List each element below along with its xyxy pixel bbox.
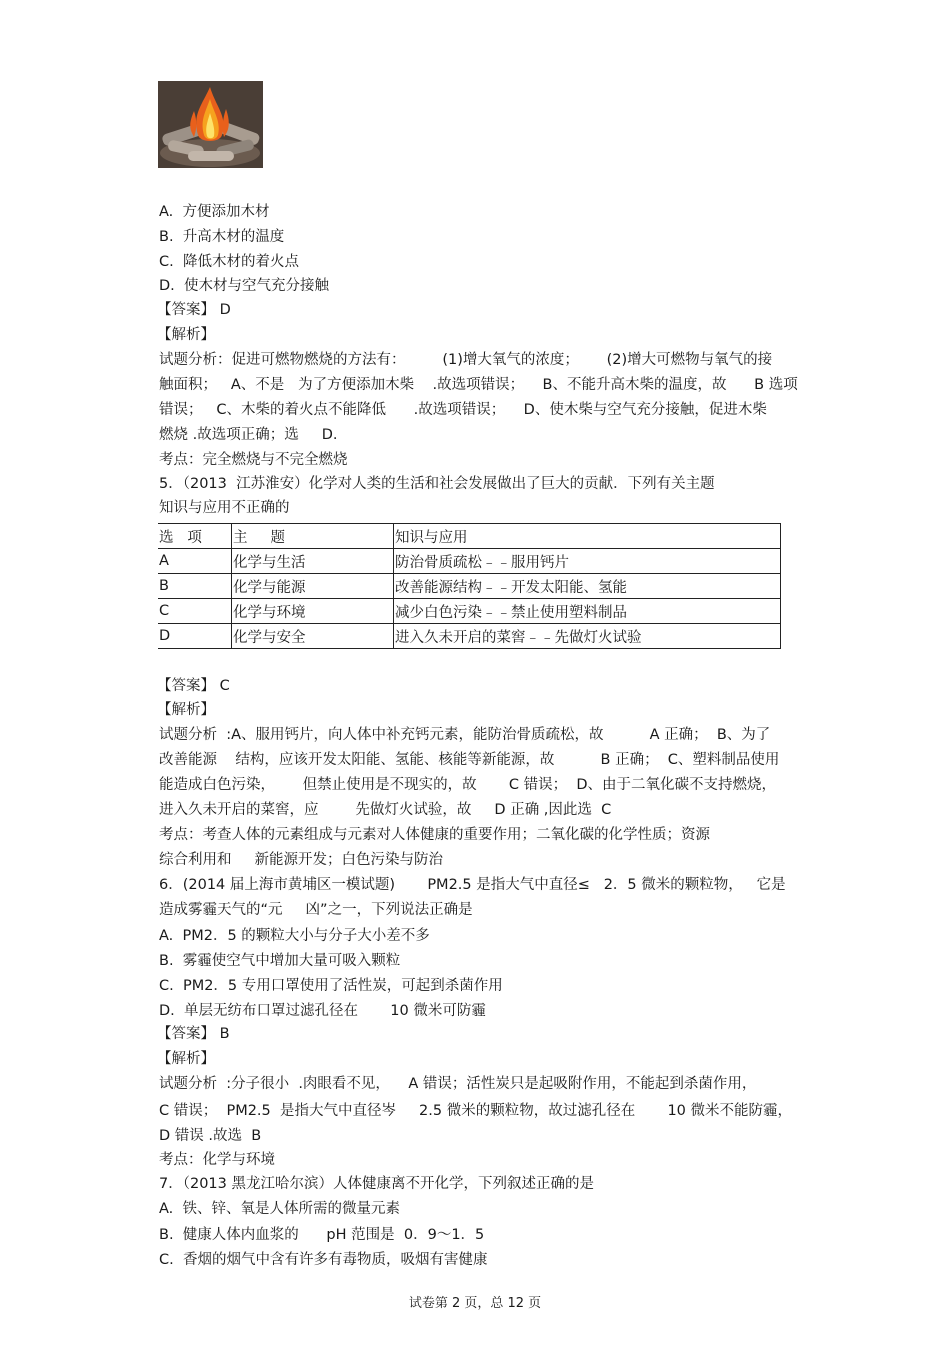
q5-analysis-line: 改善能源 结构，应该开发太阳能、氢能、核能等新能源，故 B 正确； C、塑料制品使用 xyxy=(159,752,780,768)
q6-stem-line: 造成雾霾天气的“元 凶”之一，下列说法正确是 xyxy=(159,902,473,918)
q4-analysis-line: 错误； C、木柴的着火点不能降低 .故选项错误； D、使木柴与空气充分接触，促进木柴 xyxy=(159,402,767,418)
q4-analysis-label: 【解析】 xyxy=(157,327,215,343)
q5-stem-line: 5．（2013 江苏淮安）化学对人类的生活和社会发展做出了巨大的贡献．下列有关主题 xyxy=(159,476,715,492)
table-row xyxy=(158,549,781,574)
table-cell: 进入久未开启的菜窖﹣﹣先做灯火试验 xyxy=(394,624,781,649)
q4-option-c: C. 降低木材的着火点 xyxy=(159,254,299,270)
table-row xyxy=(158,624,781,649)
table-header-cell: 主 题 xyxy=(232,524,394,549)
table-header-cell: 知识与应用 xyxy=(394,524,781,549)
q6-analysis-label: 【解析】 xyxy=(157,1051,215,1067)
q6-option-c: C. PM2．5 专用口罩使用了活性炭，可起到杀菌作用 xyxy=(159,978,503,994)
q5-answer: 【答案】 C xyxy=(157,678,230,694)
table-cell: 化学与安全 xyxy=(232,624,394,649)
table-cell: 改善能源结构﹣﹣开发太阳能、氢能 xyxy=(394,574,781,599)
page-footer: 试卷第 2 页，总 12 页 xyxy=(408,1296,542,1311)
q7-option-b: B. 健康人体内血浆的 pH 范围是 0．9～1．5 xyxy=(159,1227,485,1243)
q6-analysis-line: D 错误 .故选 B xyxy=(159,1128,262,1144)
q6-analysis-line: C 错误； PM2.5 是指大气中直径岑 2.5 微米的颗粒物，故过滤孔径在 10 微米不能防霾， xyxy=(159,1103,793,1119)
table-cell: 化学与能源 xyxy=(232,574,394,599)
table-header-row xyxy=(158,524,781,549)
q5-knowledge-table xyxy=(158,523,781,649)
q6-analysis-line: 试题分析 :分子很小 .肉眼看不见， A 错误；活性炭只是起吸附作用，不能起到杀菌作用， xyxy=(159,1076,757,1092)
q4-option-d: D. 使木材与空气充分接触 xyxy=(159,278,329,294)
q5-analysis-line: 试题分析 :A、服用钙片，向人体中补充钙元素，能防治骨质疏松，故 A 正确； B、为了 xyxy=(159,727,771,743)
q5-analysis-line: 进入久未开启的菜窖，应 先做灯火试验，故 D 正确 ,因此选 C xyxy=(159,802,612,818)
q6-knowledge-point: 考点：化学与环境 xyxy=(159,1152,275,1168)
q6-option-b: B. 雾霾使空气中增加大量可吸入颗粒 xyxy=(159,953,401,969)
q7-option-a: A. 铁、锌、氧是人体所需的微量元素 xyxy=(159,1201,400,1217)
q4-option-b: B. 升高木材的温度 xyxy=(159,229,285,245)
q5-analysis-label: 【解析】 xyxy=(157,702,215,718)
q6-stem-line: 6．(2014 届上海市黄埔区一模试题) PM2.5 是指大气中直径≤ 2．5 微米的颗粒物， 它是 xyxy=(159,877,786,893)
q7-stem: 7．（2013 黑龙江哈尔滨）人体健康离不开化学，下列叙述正确的是 xyxy=(159,1176,594,1192)
table-cell: D xyxy=(158,624,232,649)
q5-stem-line: 知识与应用不正确的 xyxy=(159,500,290,516)
q5-knowledge-point: 综合利用和 新能源开发；白色污染与防治 xyxy=(159,852,444,868)
q4-option-a: A. 方便添加木材 xyxy=(159,204,270,220)
table-cell: 化学与环境 xyxy=(232,599,394,624)
table-cell: B xyxy=(158,574,232,599)
table-row xyxy=(158,599,781,624)
q5-analysis-line: 能造成白色污染， 但禁止使用是不现实的，故 C 错误； D、由于二氧化碳不支持燃烧， xyxy=(159,777,777,793)
table-header-cell: 选 项 xyxy=(158,524,232,549)
q4-analysis-line: 燃烧 .故选项正确；选 D. xyxy=(159,427,338,443)
table-row xyxy=(158,574,781,599)
table-cell: A xyxy=(158,549,232,574)
table-cell: 防治骨质疏松﹣﹣服用钙片 xyxy=(394,549,781,574)
q6-option-d: D. 单层无纺布口罩过滤孔径在 10 微米可防霾 xyxy=(159,1003,486,1019)
q5-knowledge-point: 考点：考查人体的元素组成与元素对人体健康的重要作用；二氧化碳的化学性质；资源 xyxy=(159,827,710,843)
table-cell: 减少白色污染﹣﹣禁止使用塑料制品 xyxy=(394,599,781,624)
q7-option-c: C. 香烟的烟气中含有许多有毒物质，吸烟有害健康 xyxy=(159,1252,488,1268)
q6-option-a: A. PM2．5 的颗粒大小与分子大小差不多 xyxy=(159,928,430,944)
q4-knowledge-point: 考点：完全燃烧与不完全燃烧 xyxy=(159,452,348,468)
table-cell: C xyxy=(158,599,232,624)
q6-answer: 【答案】 B xyxy=(157,1026,230,1042)
table-cell: 化学与生活 xyxy=(232,549,394,574)
q4-analysis-line: 触面积； A、不是 为了方便添加木柴 .故选项错误； B、不能升高木柴的温度，故 B 选项 xyxy=(159,377,798,393)
q4-answer: 【答案】 D xyxy=(157,302,231,318)
q4-analysis-line: 试题分析：促进可燃物燃烧的方法有： (1)增大氧气的浓度； (2)增大可燃物与氧气的接 xyxy=(159,352,773,368)
campfire-image xyxy=(158,81,263,168)
